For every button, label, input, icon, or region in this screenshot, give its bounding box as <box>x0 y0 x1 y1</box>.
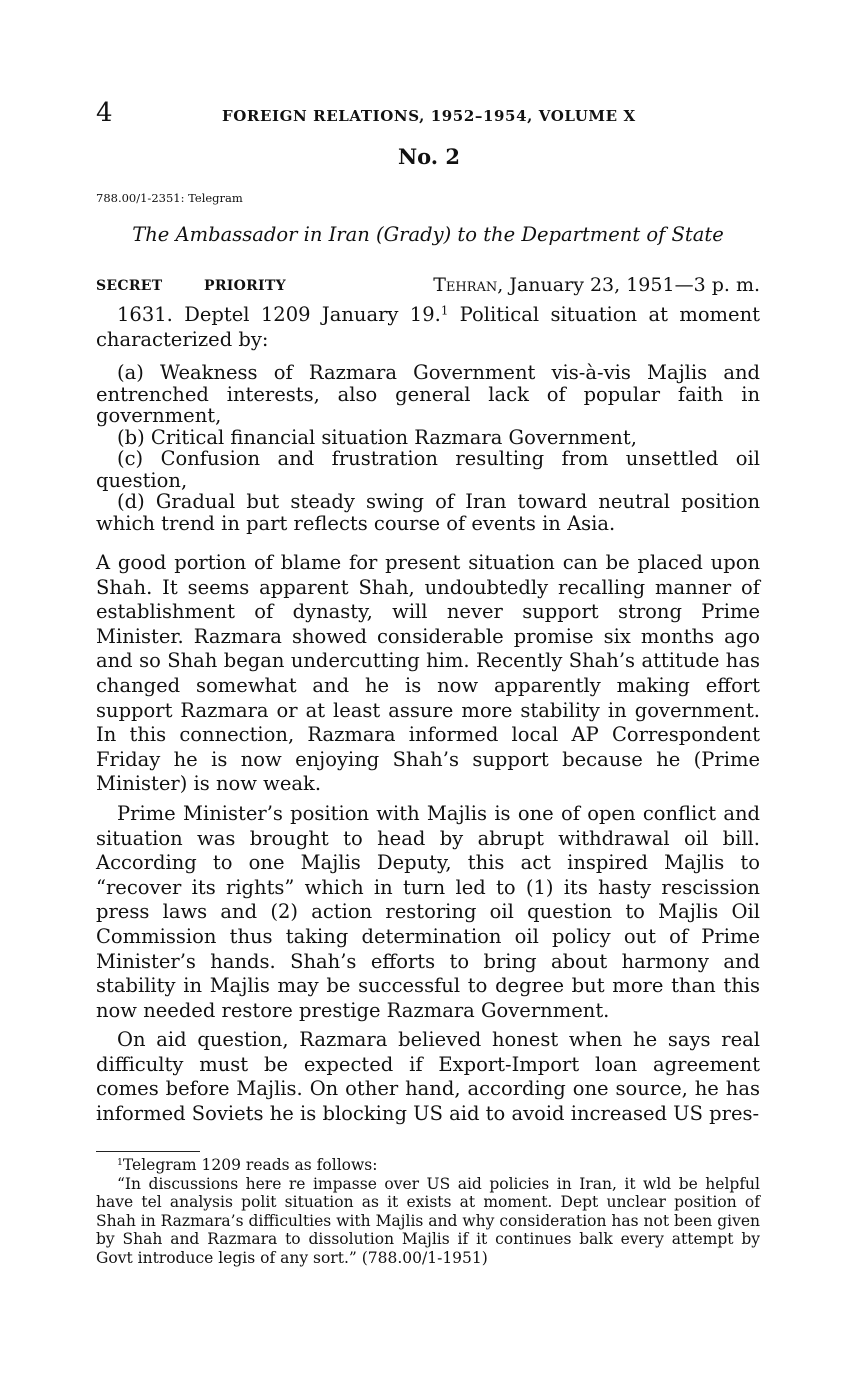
list-item: (d) Gradual but steady swing of Iran toward neutral position which trend in part reflects course of events in Asia. <box>96 490 760 535</box>
running-head: FOREIGN RELATIONS, 1952–1954, VOLUME X <box>222 107 636 125</box>
document-number: No. 2 <box>397 144 461 169</box>
file-reference: 788.00/1-2351: Telegram <box>96 191 243 205</box>
page-number: 4 <box>96 98 113 128</box>
footnote-quote: “In discussions here re impasse over US aid policies in Iran, it wld be helpful have tel analysis polit situation as it exists at moment. Dept unclear position of Shah in Razmara’s difficulties with Majlis and why consideration has not been given by Shah and Razmara to dissolution Majlis if it continues balk every attempt by Govt introduce legis of any sort.” (788.00/1-1951) <box>96 1174 760 1267</box>
footnote-rule <box>96 1151 200 1152</box>
paragraph-majlis-conflict: Prime Minister’s position with Majlis is one of open conflict and situation was brought to head by abrupt withdrawal oil bill. According to one Majlis Deputy, this act inspired Majlis to “recover its rights” which in turn led to (1) its hasty rescission press laws and (2) action restoring oil question to Majlis Oil Commission thus taking determination oil policy out of Prime Minister’s hands. Shah’s efforts to bring about harmony and stability in Majlis may be successful to degree but more than this now needed restore prestige Razmara Government. <box>96 802 760 1022</box>
classification-label: SECRET <box>96 278 163 294</box>
paragraph-shah-blame: A good portion of blame for present situation can be placed upon Shah. It seems apparent Shah, undoubtedly recalling manner of establishment of dynasty, will never support strong Prime Minister. Razmara showed considerable promise six months ago and so Shah began undercutting him. Recently Shah’s attitude has changed somewhat and he is now apparently making effort support Razmara or at least assure more stability in government. In this connection, Razmara informed local AP Correspondent Friday he is now enjoying Shah’s support because he (Prime Minister) is now weak. <box>96 551 760 796</box>
dateline-date: , January 23, 1951—3 p. m. <box>497 274 760 296</box>
footnotes <box>96 1156 760 1268</box>
paragraph-aid-question: On aid question, Razmara believed honest when he says real difficulty must be expected if Export-Import loan agreement comes before Majlis. On other hand, according one source, he has informed Soviets he is blocking US aid to avoid increased US pres- <box>96 1028 760 1125</box>
intro-text: 1631. Deptel 1209 January 19. <box>117 303 441 326</box>
footnote-marker: 1 <box>440 303 449 318</box>
dateline <box>418 274 760 296</box>
footnote-intro <box>96 1156 760 1175</box>
list-item: (a) Weakness of Razmara Government vis-à-vis Majlis and entrenched interests, also general lack of popular faith in government, <box>96 361 760 427</box>
footnote-number: 1 <box>117 1156 123 1168</box>
list-item: (c) Confusion and frustration resulting from unsettled oil question, <box>96 447 760 492</box>
priority-label: PRIORITY <box>204 278 286 294</box>
intro-text-continued: Political situation at moment characterized by: <box>96 303 760 351</box>
list-item: (b) Critical financial situation Razmara Government, <box>117 425 637 449</box>
document-title: The Ambassador in Iran (Grady) to the Department of State <box>132 223 724 246</box>
characterization-list <box>96 362 760 534</box>
footnote-intro-text: Telegram 1209 reads as follows: <box>122 1156 378 1174</box>
intro-paragraph <box>96 303 760 352</box>
dateline-city: Tehran <box>433 274 498 296</box>
